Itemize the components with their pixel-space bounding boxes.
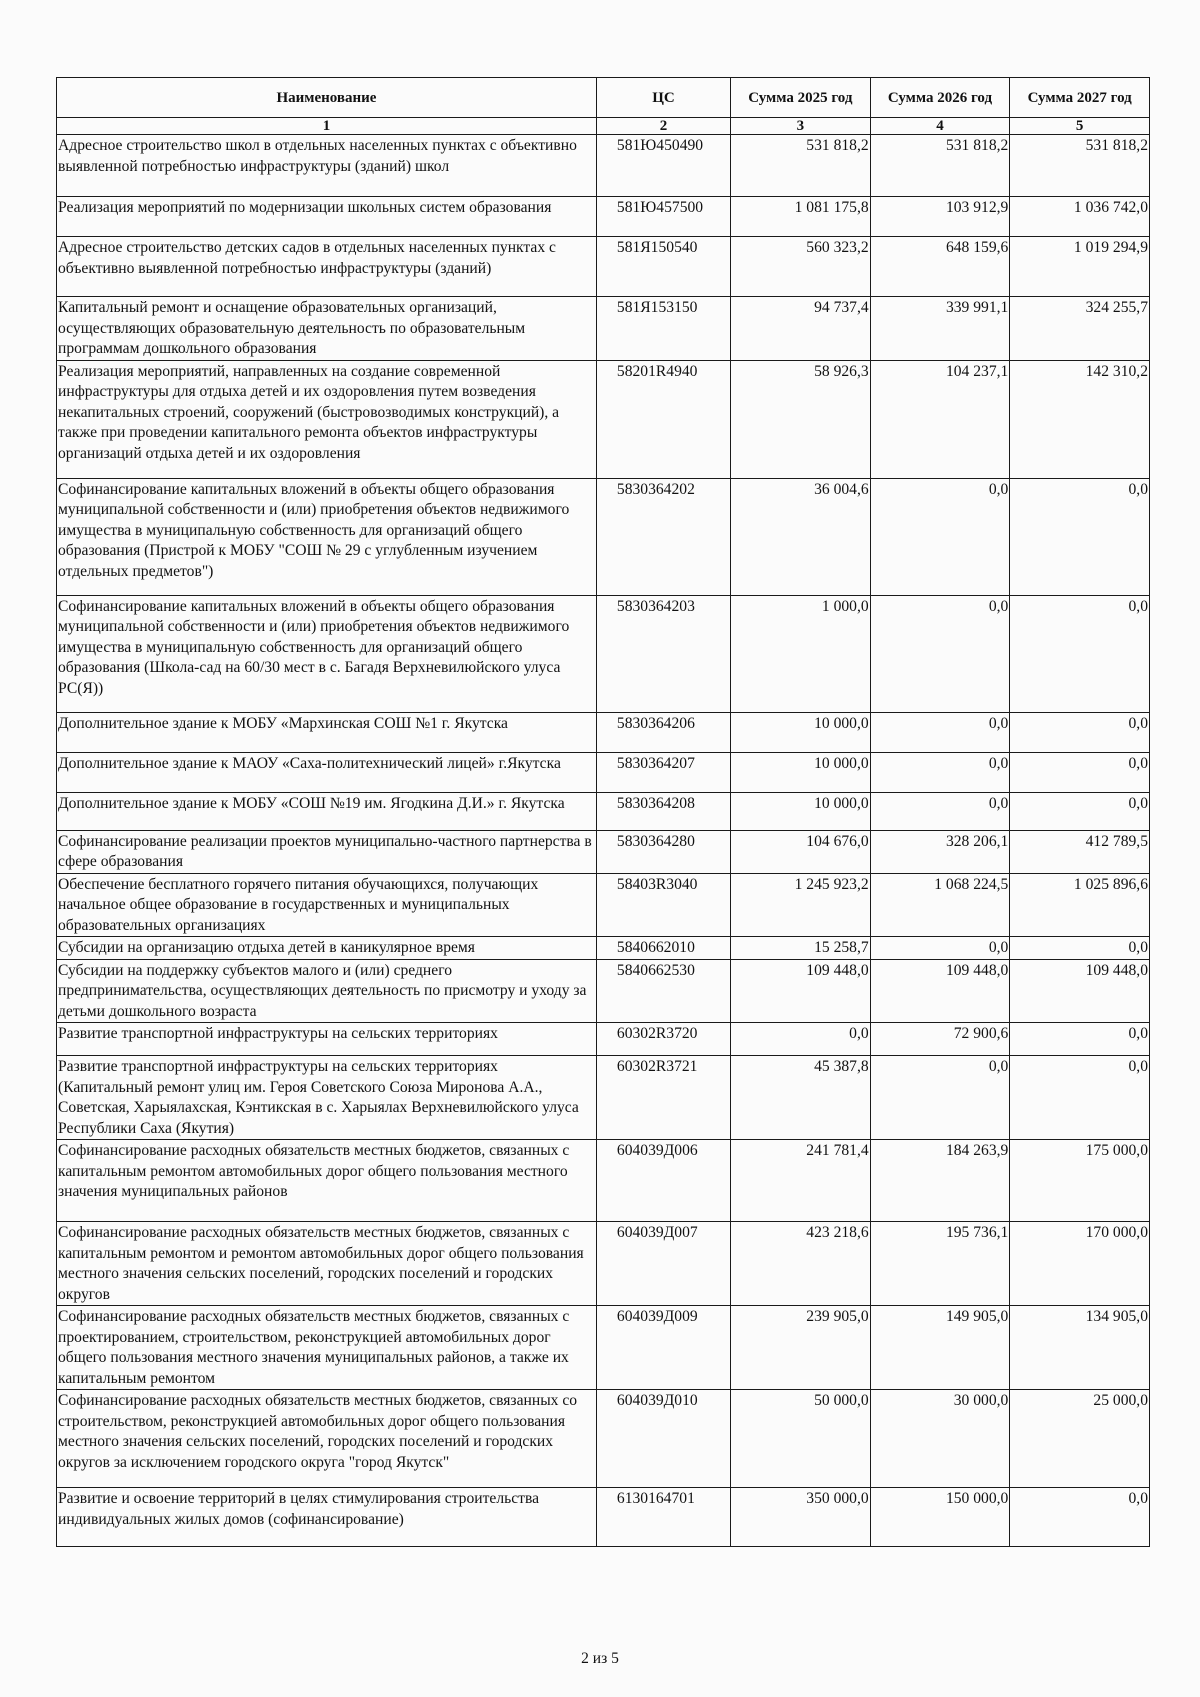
header-2026: Сумма 2026 год: [870, 78, 1010, 118]
row-name: Развитие и освоение территорий в целях стимулирования строительства индивидуальных жилых домов (софинансирование): [57, 1488, 597, 1547]
row-amount-2026: 72 900,6: [870, 1023, 1010, 1056]
row-amount-2025: 104 676,0: [731, 830, 871, 873]
row-amount-2026: 648 159,6: [870, 237, 1010, 297]
row-amount-2025: 58 926,3: [731, 360, 871, 478]
row-code: 581Я150540: [596, 237, 730, 297]
row-code: 604039Д007: [596, 1222, 730, 1306]
table-row: [57, 297, 1150, 361]
column-number: 4: [870, 118, 1010, 135]
row-code: 581Ю457500: [596, 197, 730, 237]
row-code: 604039Д010: [596, 1390, 730, 1488]
row-amount-2026: 328 206,1: [870, 830, 1010, 873]
row-name: Софинансирование капитальных вложений в объекты общего образования муниципальной собственности и (или) приобретения объектов недвижимого имущества в муниципальную собственность для организаций общего образования (Пристрой к МОБУ "СОШ № 29 с углубленным изучением отдельных предметов"): [57, 478, 597, 595]
row-amount-2026: 195 736,1: [870, 1222, 1010, 1306]
row-name: Реализация мероприятий, направленных на создание современной инфраструктуры для отдыха детей и их оздоровления путем возведения некапитальных строений, сооружений (быстровозводимых конструкций), а также при проведении капитального ремонта объектов инфраструктуры организаций отдыха детей и их оздоровления: [57, 360, 597, 478]
row-name: Софинансирование расходных обязательств местных бюджетов, связанных с проектированием, строительством, реконструкцией автомобильных дорог общего пользования местного значения муниципальных районов, а также их капитальным ремонтом: [57, 1306, 597, 1390]
table-row: [57, 1140, 1150, 1222]
row-code: 58403R3040: [596, 873, 730, 937]
row-amount-2025: 10 000,0: [731, 712, 871, 752]
row-amount-2027: 1 025 896,6: [1010, 873, 1150, 937]
column-number: 2: [596, 118, 730, 135]
table-row: [57, 830, 1150, 873]
row-name: Софинансирование капитальных вложений в объекты общего образования муниципальной собственности и (или) приобретения объектов недвижимого имущества в муниципальную собственность для организаций общего образования (Школа-сад на 60/30 мест в с. Багадя Верхневилюйского улуса РС(Я)): [57, 595, 597, 712]
row-code: 5840662010: [596, 937, 730, 960]
row-amount-2026: 150 000,0: [870, 1488, 1010, 1547]
row-code: 5840662530: [596, 959, 730, 1023]
row-amount-2026: 1 068 224,5: [870, 873, 1010, 937]
column-number: 5: [1010, 118, 1150, 135]
row-amount-2025: 10 000,0: [731, 792, 871, 830]
row-name: Субсидии на поддержку субъектов малого и (или) среднего предпринимательства, осуществляющих деятельность по присмотру и уходу за детьми дошкольного возраста: [57, 959, 597, 1023]
row-amount-2025: 15 258,7: [731, 937, 871, 960]
row-amount-2027: 531 818,2: [1010, 135, 1150, 197]
header-2027: Сумма 2027 год: [1010, 78, 1150, 118]
row-amount-2025: 531 818,2: [731, 135, 871, 197]
row-amount-2025: 0,0: [731, 1023, 871, 1056]
row-amount-2026: 184 263,9: [870, 1140, 1010, 1222]
column-number: 1: [57, 118, 597, 135]
row-name: Софинансирование расходных обязательств местных бюджетов, связанных со строительством, реконструкцией автомобильных дорог общего пользования местного значения сельских поселений, городских поселений и городских округов за исключением городского округа "город Якутск": [57, 1390, 597, 1488]
row-amount-2025: 50 000,0: [731, 1390, 871, 1488]
header-name: Наименование: [57, 78, 597, 118]
row-name: Субсидии на организацию отдыха детей в каникулярное время: [57, 937, 597, 960]
row-amount-2026: 0,0: [870, 595, 1010, 712]
row-code: 5830364207: [596, 752, 730, 792]
row-code: 5830364208: [596, 792, 730, 830]
row-amount-2027: 142 310,2: [1010, 360, 1150, 478]
row-amount-2026: 531 818,2: [870, 135, 1010, 197]
row-name: Софинансирование расходных обязательств местных бюджетов, связанных с капитальным ремонтом автомобильных дорог общего пользования местного значения муниципальных районов: [57, 1140, 597, 1222]
row-name: Софинансирование расходных обязательств местных бюджетов, связанных с капитальным ремонтом и ремонтом автомобильных дорог общего пользования местного значения сельских поселений, городских поселений и городских округов: [57, 1222, 597, 1306]
row-amount-2025: 350 000,0: [731, 1488, 871, 1547]
row-amount-2026: 0,0: [870, 1056, 1010, 1140]
row-name: Софинансирование реализации проектов муниципально-частного партнерства в сфере образования: [57, 830, 597, 873]
row-amount-2026: 0,0: [870, 792, 1010, 830]
row-name: Дополнительное здание к МАОУ «Саха-политехнический лицей» г.Якутска: [57, 752, 597, 792]
header-row: [57, 78, 1150, 118]
row-name: Развитие транспортной инфраструктуры на сельских территориях (Капитальный ремонт улиц им. Героя Советского Союза Миронова А.А., Советская, Харыялахская, Кэнтикская в с. Харыялах Верхневилюйского улуса Республики Саха (Якутия): [57, 1056, 597, 1140]
row-amount-2026: 0,0: [870, 937, 1010, 960]
table-row: [57, 752, 1150, 792]
row-amount-2026: 109 448,0: [870, 959, 1010, 1023]
row-amount-2025: 36 004,6: [731, 478, 871, 595]
table-row: [57, 197, 1150, 237]
table-row: [57, 237, 1150, 297]
row-amount-2027: 134 905,0: [1010, 1306, 1150, 1390]
row-amount-2026: 103 912,9: [870, 197, 1010, 237]
row-amount-2027: 175 000,0: [1010, 1140, 1150, 1222]
row-code: 604039Д006: [596, 1140, 730, 1222]
table-row: [57, 873, 1150, 937]
row-amount-2025: 423 218,6: [731, 1222, 871, 1306]
table-row: [57, 135, 1150, 197]
row-amount-2025: 10 000,0: [731, 752, 871, 792]
row-amount-2026: 339 991,1: [870, 297, 1010, 361]
row-amount-2025: 560 323,2: [731, 237, 871, 297]
row-amount-2027: 0,0: [1010, 752, 1150, 792]
table-row: [57, 1488, 1150, 1547]
row-amount-2027: 0,0: [1010, 937, 1150, 960]
row-name: Капитальный ремонт и оснащение образовательных организаций, осуществляющих образовательную деятельность по образовательным программам дошкольного образования: [57, 297, 597, 361]
row-code: 5830364202: [596, 478, 730, 595]
row-amount-2027: 0,0: [1010, 478, 1150, 595]
table-row: [57, 360, 1150, 478]
header-code: ЦС: [596, 78, 730, 118]
row-code: 604039Д009: [596, 1306, 730, 1390]
table-row: [57, 937, 1150, 960]
row-amount-2026: 104 237,1: [870, 360, 1010, 478]
row-amount-2027: 324 255,7: [1010, 297, 1150, 361]
row-amount-2027: 170 000,0: [1010, 1222, 1150, 1306]
row-code: 5830364203: [596, 595, 730, 712]
table-row: [57, 1056, 1150, 1140]
row-name: Адресное строительство детских садов в отдельных населенных пунктах с объективно выявленной потребностью инфраструктуры (зданий): [57, 237, 597, 297]
row-amount-2025: 241 781,4: [731, 1140, 871, 1222]
header-2025: Сумма 2025 год: [731, 78, 871, 118]
row-amount-2026: 0,0: [870, 752, 1010, 792]
row-amount-2027: 0,0: [1010, 712, 1150, 752]
row-amount-2027: 1 036 742,0: [1010, 197, 1150, 237]
row-amount-2027: 25 000,0: [1010, 1390, 1150, 1488]
table-row: [57, 1222, 1150, 1306]
row-amount-2025: 94 737,4: [731, 297, 871, 361]
row-amount-2025: 1 245 923,2: [731, 873, 871, 937]
page-number: 2 из 5: [581, 1650, 619, 1667]
row-name: Реализация мероприятий по модернизации школьных систем образования: [57, 197, 597, 237]
row-amount-2027: 0,0: [1010, 1023, 1150, 1056]
row-name: Обеспечение бесплатного горячего питания обучающихся, получающих начальное общее образование в государственных и муниципальных образовательных организациях: [57, 873, 597, 937]
column-number: 3: [731, 118, 871, 135]
row-code: 581Я153150: [596, 297, 730, 361]
row-name: Адресное строительство школ в отдельных населенных пунктах с объективно выявленной потребностью инфраструктуры (зданий) школ: [57, 135, 597, 197]
row-amount-2027: 1 019 294,9: [1010, 237, 1150, 297]
row-name: Развитие транспортной инфраструктуры на сельских территориях: [57, 1023, 597, 1056]
row-code: 581Ю450490: [596, 135, 730, 197]
row-amount-2027: 0,0: [1010, 1488, 1150, 1547]
table-row: [57, 1023, 1150, 1056]
row-amount-2026: 0,0: [870, 712, 1010, 752]
row-amount-2025: 45 387,8: [731, 1056, 871, 1140]
row-amount-2027: 412 789,5: [1010, 830, 1150, 873]
table-row: [57, 1306, 1150, 1390]
budget-table: [56, 77, 1150, 1547]
row-amount-2027: 0,0: [1010, 1056, 1150, 1140]
row-amount-2025: 239 905,0: [731, 1306, 871, 1390]
row-amount-2025: 109 448,0: [731, 959, 871, 1023]
row-code: 5830364280: [596, 830, 730, 873]
column-number-row: [57, 118, 1150, 135]
row-code: 60302R3720: [596, 1023, 730, 1056]
row-amount-2025: 1 081 175,8: [731, 197, 871, 237]
row-amount-2027: 109 448,0: [1010, 959, 1150, 1023]
row-code: 58201R4940: [596, 360, 730, 478]
table-row: [57, 712, 1150, 752]
table-row: [57, 1390, 1150, 1488]
row-amount-2027: 0,0: [1010, 595, 1150, 712]
row-amount-2026: 149 905,0: [870, 1306, 1010, 1390]
table-row: [57, 959, 1150, 1023]
row-amount-2027: 0,0: [1010, 792, 1150, 830]
table-body: [57, 135, 1150, 1547]
row-name: Дополнительное здание к МОБУ «СОШ №19 им. Ягодкина Д.И.» г. Якутска: [57, 792, 597, 830]
row-code: 5830364206: [596, 712, 730, 752]
row-name: Дополнительное здание к МОБУ «Мархинская СОШ №1 г. Якутска: [57, 712, 597, 752]
row-amount-2025: 1 000,0: [731, 595, 871, 712]
table-row: [57, 478, 1150, 595]
table-row: [57, 792, 1150, 830]
row-amount-2026: 0,0: [870, 478, 1010, 595]
row-code: 6130164701: [596, 1488, 730, 1547]
row-code: 60302R3721: [596, 1056, 730, 1140]
row-amount-2026: 30 000,0: [870, 1390, 1010, 1488]
table-row: [57, 595, 1150, 712]
